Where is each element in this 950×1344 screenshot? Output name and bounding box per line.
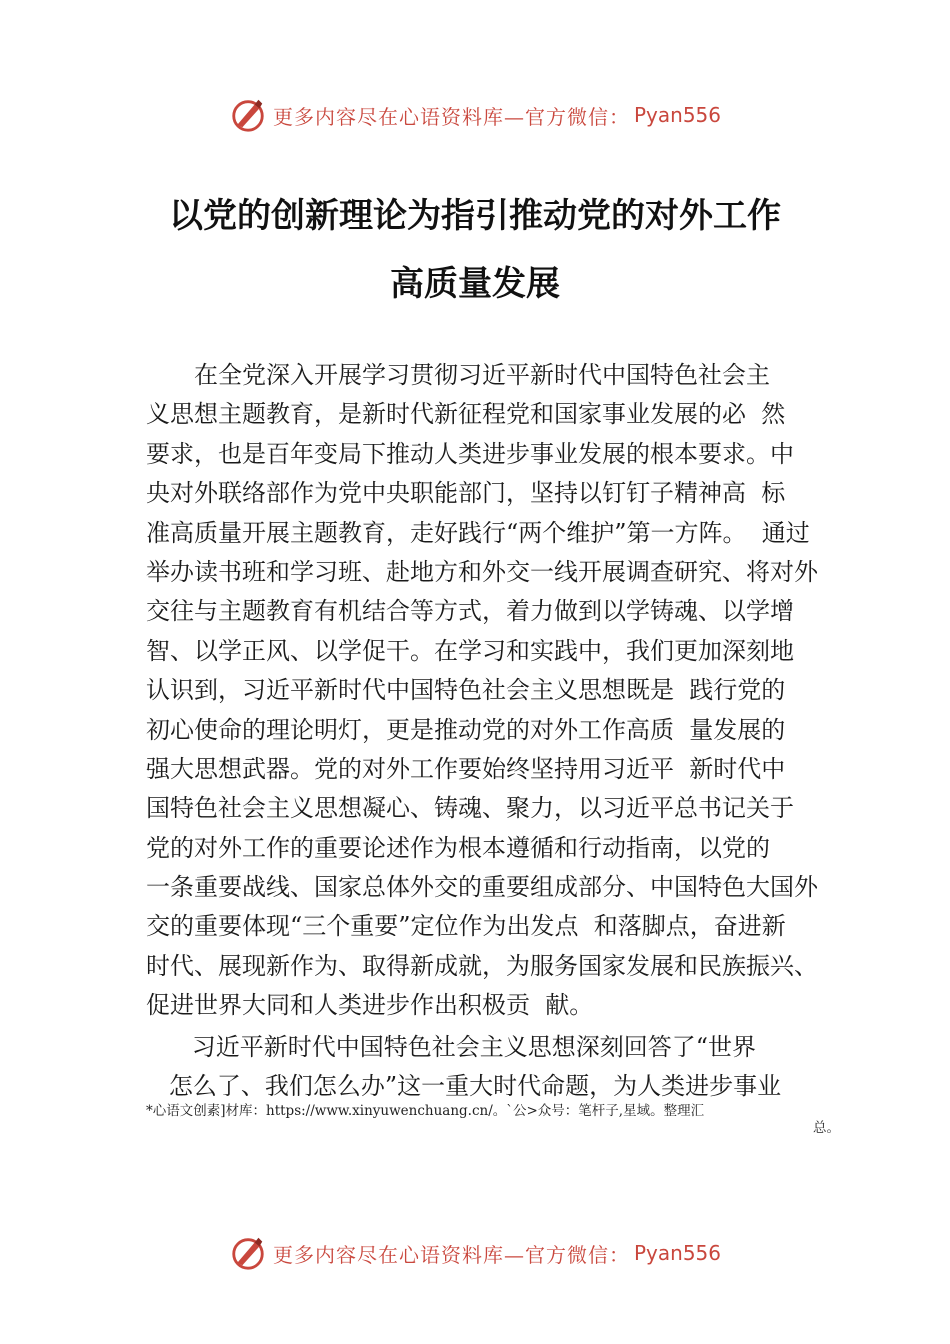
pen-logo-icon (229, 96, 267, 134)
text-line: 智、以学正风、以学促干。在学习和实践中，我们更加深刻地 (146, 636, 794, 665)
pen-logo-icon (229, 1234, 267, 1272)
text-line: 初心使命的理论明灯，更是推动党的对外工作高质 量发展的 (146, 715, 786, 744)
paragraph-2 (146, 1027, 836, 1106)
page-title-line2: 高质量发展 (390, 264, 560, 304)
banner-text: 更多内容尽在心语资料库—官方微信： (272, 104, 630, 129)
text-line: 习近平新时代中国特色社会主义思想深刻回答了“世界 (146, 1033, 757, 1061)
text-line: 促进世界大同和人类进步作出积极贡 献。 (146, 991, 594, 1020)
footnote (146, 1103, 840, 1137)
text-line: 怎么了、我们怎么办”这一重大时代命题，为人类进步事业 (146, 1072, 782, 1101)
text-line: 举办读书班和学习班、赴地方和外交一线开展调查研究、将对外 (146, 557, 818, 586)
text-line: 准高质量开展主题教育，走好践行“两个维护”第一方阵。 通过 (146, 518, 810, 547)
text-line: 要求，也是百年变局下推动人类进步事业发展的根本要求。中 (146, 439, 794, 468)
text-line: 国特色社会主义思想凝心、铸魂、聚力，以习近平总书记关于 (146, 794, 794, 823)
text-line: 时代、展现新作为、取得新成就，为服务国家发展和民族振兴、 (146, 951, 818, 980)
text-line: 一条重要战线、国家总体外交的重要组成部分、中国特色大国外 (146, 873, 818, 902)
text-line: 交的重要体现“三个重要”定位作为出发点 和落脚点，奋进新 (146, 912, 786, 941)
header-banner (0, 95, 950, 135)
paragraph-1 (146, 356, 836, 1026)
text-line: 交往与主题教育有机结合等方式，着力做到以学铸魂、以学增 (146, 597, 794, 626)
text-line: 在全党深入开展学习贯彻习近平新时代中国特色社会主 (146, 361, 770, 389)
footer-banner (0, 1233, 950, 1273)
text-line: 义思想主题教育，是新时代新征程党和国家事业发展的必 然 (146, 400, 786, 429)
footnote-line2: 总。 (813, 1120, 840, 1136)
text-line: 强大思想武器。党的对外工作要始终坚持用习近平 新时代中 (146, 754, 786, 783)
banner-wechat-id: Pyan556 (633, 103, 721, 127)
page-title-line1: 以党的创新理论为指引推动党的对外工作 (169, 196, 781, 236)
footnote-line1: *心语文创素]材库：https://www.xinyuwenchuang.cn/。`公>众号：笔杆子,星域。整理汇 (146, 1103, 705, 1119)
banner-text: 更多内容尽在心语资料库—官方微信： (272, 1242, 630, 1267)
text-line: 认识到，习近平新时代中国特色社会主义思想既是 践行党的 (146, 676, 786, 705)
text-line: 央对外联络部作为党中央职能部门，坚持以钉钉子精神高 标 (146, 479, 786, 508)
text-line: 党的对外工作的重要论述作为根本遵循和行动指南，以党的 (146, 833, 770, 862)
banner-wechat-id: Pyan556 (633, 1241, 721, 1265)
